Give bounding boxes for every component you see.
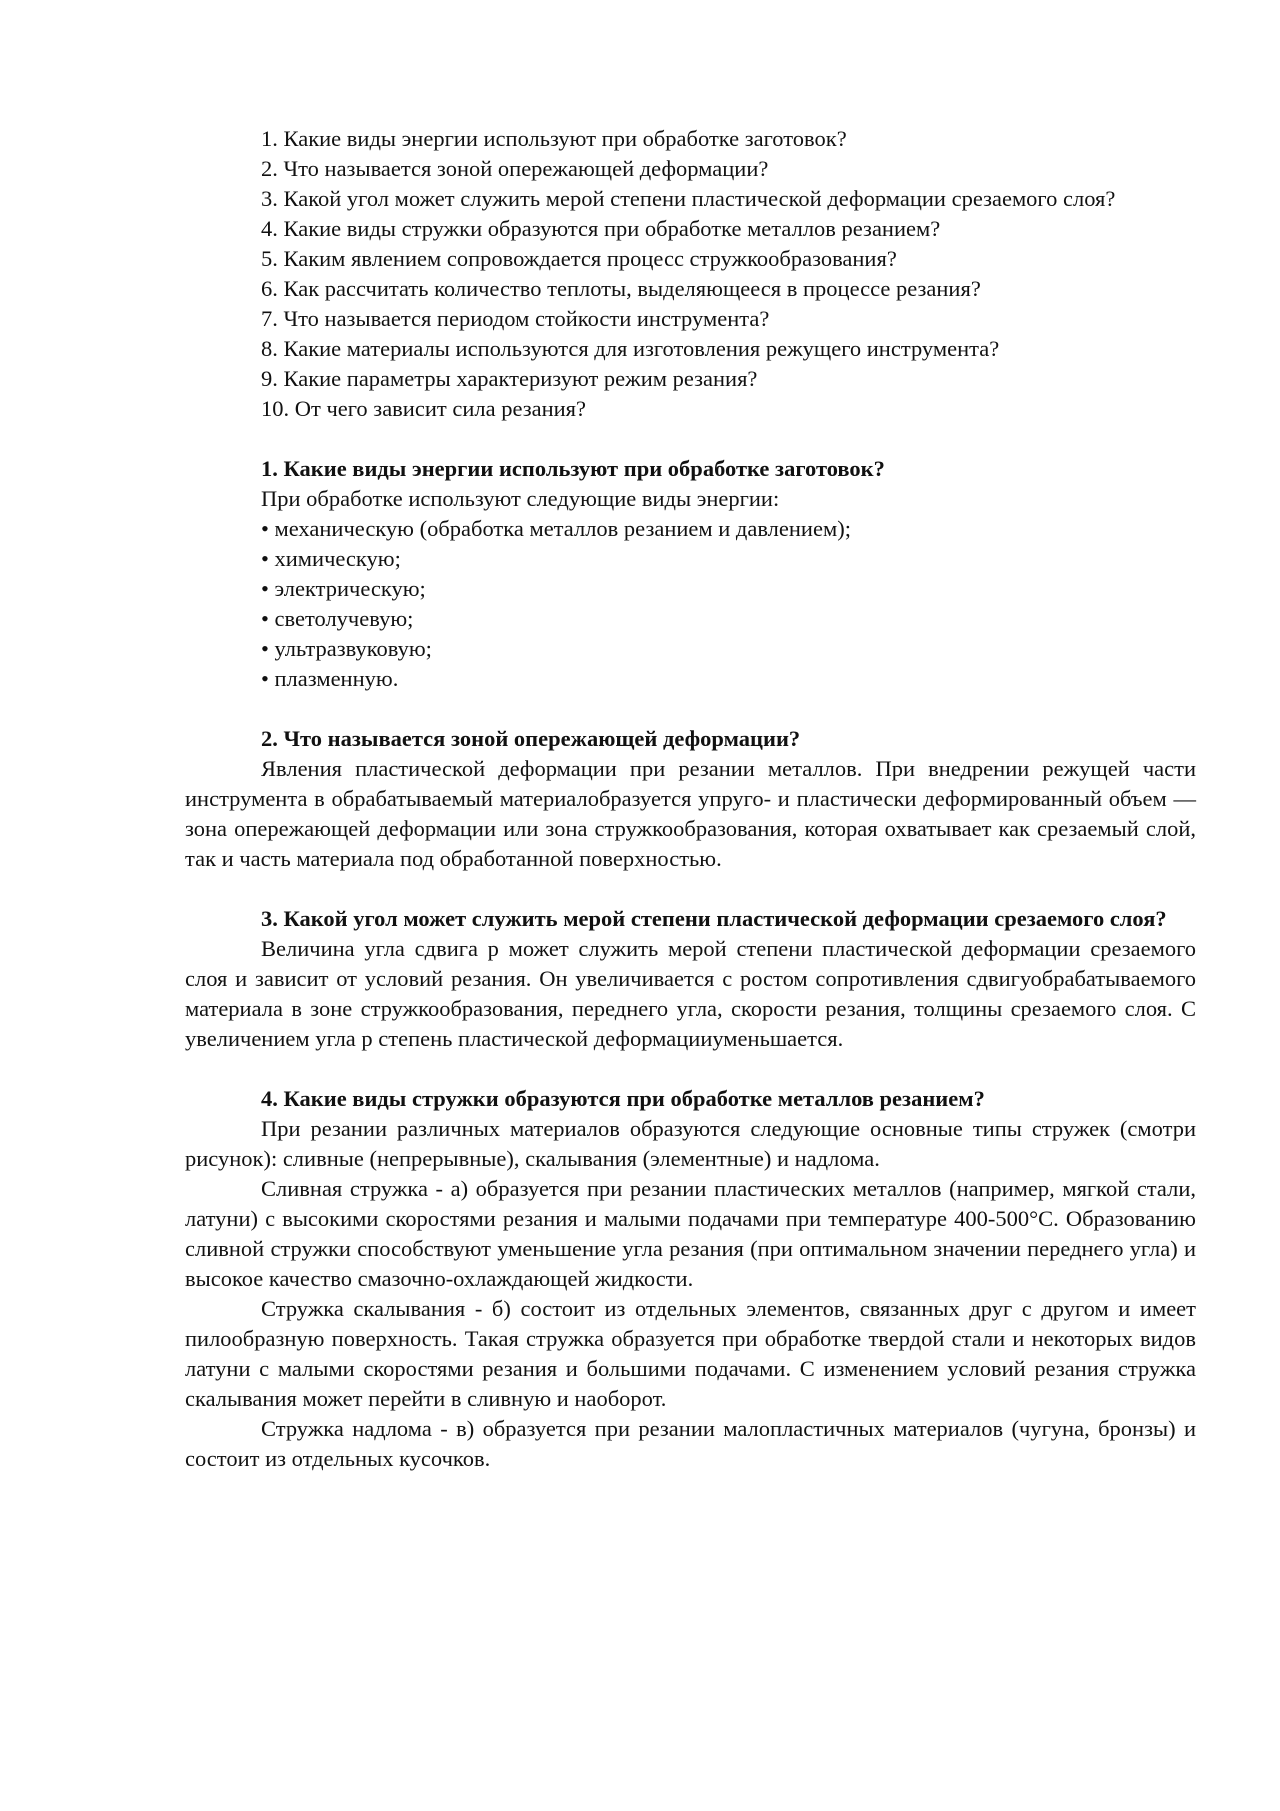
question-item: 3. Какой угол может служить мерой степени пластической деформации срезаемого слоя? <box>261 186 1116 211</box>
bullet-item: • плазменную. <box>261 666 399 691</box>
question-item: 9. Какие параметры характеризуют режим резания? <box>261 366 758 391</box>
bullet-item: • светолучевую; <box>261 606 414 631</box>
section-title: 1. Какие виды энергии используют при обработке заготовок? <box>261 456 885 481</box>
section-intro: При обработке используют следующие виды энергии: <box>261 486 780 511</box>
spacer <box>185 1054 1196 1084</box>
section-paragraph: Стружка надлома - в) образуется при резании малопластичных материалов (чугуна, бронзы) и состоит из отдельных кусочков. <box>185 1416 1196 1471</box>
question-item: 4. Какие виды стружки образуются при обработке металлов резанием? <box>261 216 941 241</box>
section-paragraph: Величина угла сдвига р может служить мерой степени пластической деформации срезаемого слоя и зависит от условий резания. Он увеличивается с ростом сопротивления сдвигуобрабатываемого материала в зоне стружкообразования, переднего угла, скорости резания, толщины срезаемого слоя. С увеличением угла р степень пластической деформацииуменьшается. <box>185 936 1196 1051</box>
section-chip-types <box>185 1084 1196 1474</box>
section-title: 4. Какие виды стружки образуются при обработке металлов резанием? <box>261 1086 985 1111</box>
question-item: 2. Что называется зоной опережающей деформации? <box>261 156 769 181</box>
spacer <box>185 424 1196 454</box>
spacer <box>185 874 1196 904</box>
section-energy-types <box>185 454 1196 694</box>
question-item: 10. От чего зависит сила резания? <box>261 396 586 421</box>
section-title: 2. Что называется зоной опережающей деформации? <box>261 726 801 751</box>
bullet-item: • химическую; <box>261 546 401 571</box>
question-item: 7. Что называется периодом стойкости инструмента? <box>261 306 770 331</box>
section-paragraph: При резании различных материалов образуются следующие основные типы стружек (смотри рисунок): сливные (непрерывные), скалывания (элементные) и надлома. <box>185 1116 1196 1171</box>
question-item: 1. Какие виды энергии используют при обработке заготовок? <box>261 126 847 151</box>
energy-bullet-list <box>185 514 1196 694</box>
question-list <box>185 124 1196 424</box>
question-item: 6. Как рассчитать количество теплоты, выделяющееся в процессе резания? <box>261 276 981 301</box>
section-paragraph: Сливная стружка - а) образуется при резании пластических металлов (например, мягкой стали, латуни) с высокими скоростями резания и малыми подачами при температуре 400-500°С. Образованию сливной стружки способствуют уменьшение угла резания (при оптимальном значении переднего угла) и высокое качество смазочно-охлаждающей жидкости. <box>185 1176 1196 1291</box>
section-deformation-zone <box>185 724 1196 874</box>
bullet-item: • ультразвуковую; <box>261 636 432 661</box>
spacer <box>185 694 1196 724</box>
section-paragraph: Стружка скалывания - б) состоит из отдельных элементов, связанных друг с другом и имеет пилообразную поверхность. Такая стружка образуется при обработке твердой стали и некоторых видов латуни с малыми скоростями резания и большими подачами. С изменением условий резания стружка скалывания может перейти в сливную и наоборот. <box>185 1296 1196 1411</box>
section-shear-angle <box>185 904 1196 1054</box>
bullet-item: • механическую (обработка металлов резанием и давлением); <box>261 516 851 541</box>
question-item: 8. Какие материалы используются для изготовления режущего инструмента? <box>261 336 1000 361</box>
bullet-item: • электрическую; <box>261 576 426 601</box>
section-title: 3. Какой угол может служить мерой степени пластической деформации срезаемого слоя? <box>261 906 1167 931</box>
section-paragraph: Явления пластической деформации при резании металлов. При внедрении режущей части инструмента в обрабатываемый материалобразуется упруго- и пластически деформированный объем — зона опережающей деформации или зона стружкообразования, которая охватывает как срезаемый слой, так и часть материала под обработанной поверхностью. <box>185 756 1196 871</box>
document-page <box>185 124 1196 1474</box>
question-item: 5. Каким явлением сопровождается процесс стружкообразования? <box>261 246 897 271</box>
